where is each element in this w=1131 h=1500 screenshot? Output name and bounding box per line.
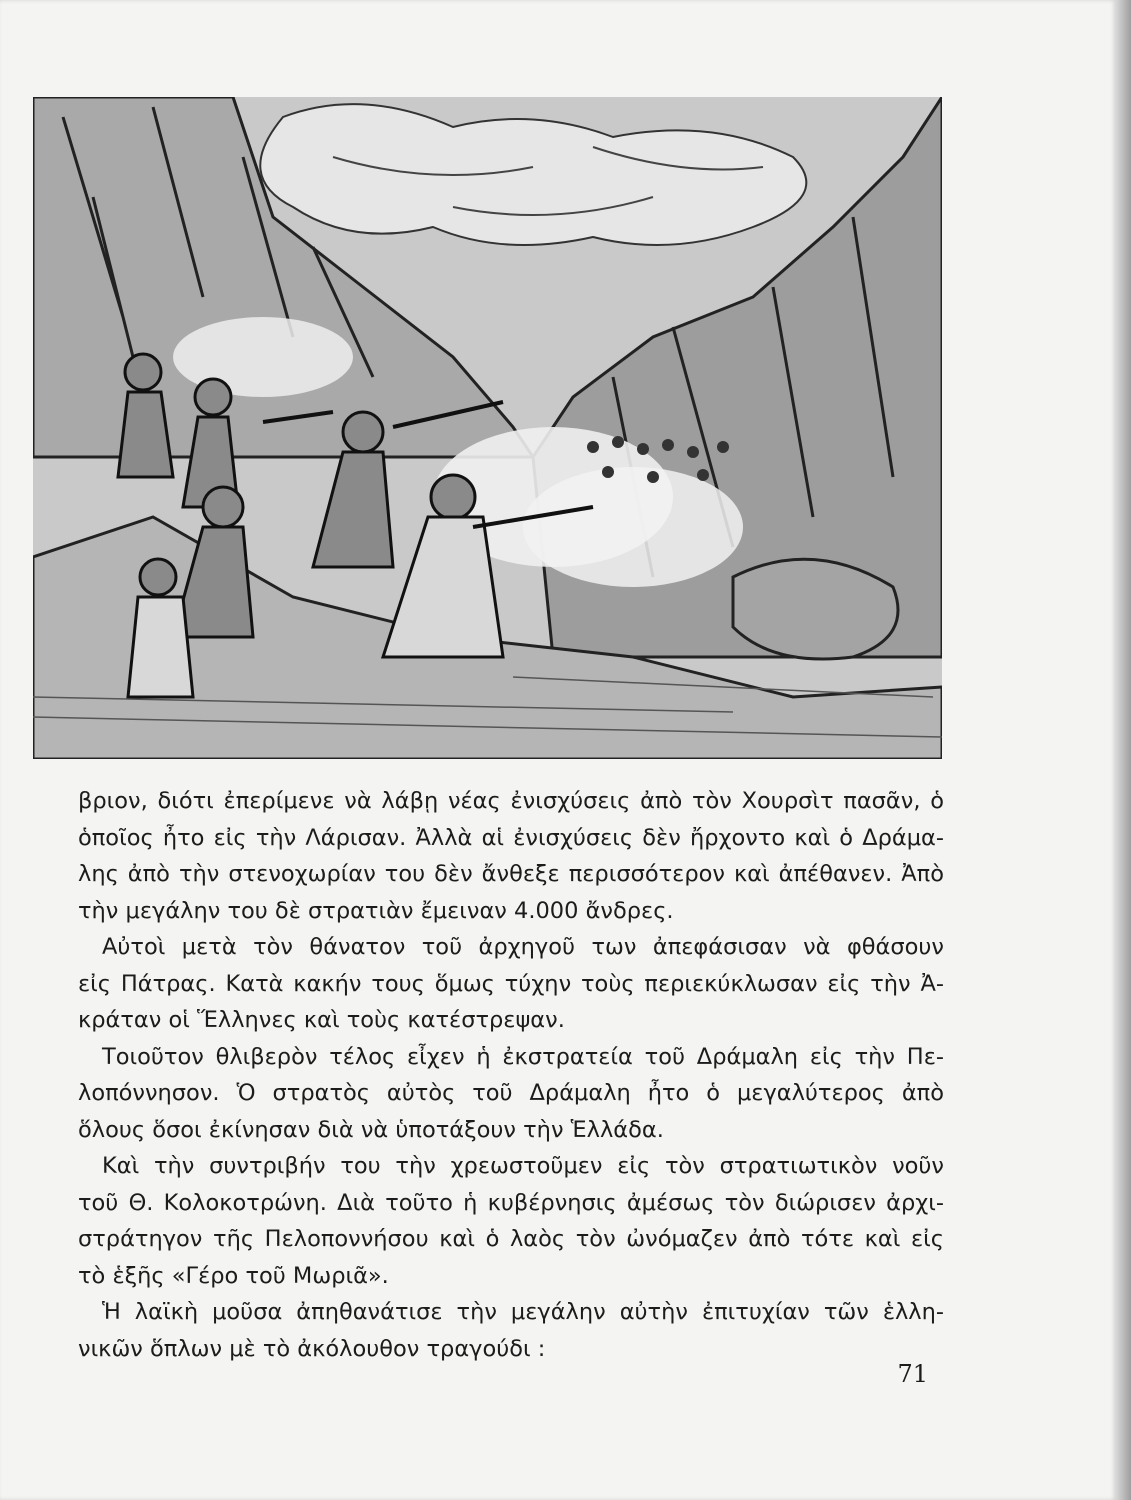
text-line: λης ἀπὸ τὴν στενοχωρίαν του δὲν ἄνθεξε περισσότερον καὶ ἀπέθανεν. Ἀπὸ [78,861,944,887]
body-text [78,783,944,1367]
text-line: ὅλους ὅσοι ἐκίνησαν διὰ νὰ ὑποτάξουν τὴν Ἑλλάδα. [78,1116,664,1143]
paragraph [78,1148,944,1294]
text-line: Ἡ λαϊκὴ μοῦσα ἀπηθανάτισε τὴν μεγάλην αὐτὴν ἐπιτυχίαν τῶν ἑλλη- [102,1299,944,1325]
text-line: Αὐτοὶ μετὰ τὸν θάνατον τοῦ ἀρχηγοῦ των ἀπεφάσισαν νὰ φθάσουν [102,934,944,960]
text-line: βριον, διότι ἐπερίμενε νὰ λάβῃ νέας ἐνισχύσεις ἀπὸ τὸν Χουρσὶτ πασᾶν, ὁ [78,788,944,814]
paragraph [78,783,944,929]
text-line: τοῦ Θ. Κολοκοτρώνη. Διὰ τοῦτο ἡ κυβέρνησις ἀμέσως τὸν διώρισεν ἀρχι- [78,1189,944,1216]
paragraph [78,1039,944,1149]
text-line: τὴν μεγάλην του δὲ στρατιὰν ἔμειναν 4.000 ἄνδρες. [78,897,674,924]
text-line: Καὶ τὴν συντριβήν του τὴν χρεωστοῦμεν εἰς τὸν στρατιωτικὸν νοῦν [102,1153,944,1179]
page-edge [1116,0,1131,1500]
battle-illustration [33,97,942,759]
paragraph [78,929,944,1039]
text-line: εἰς Πάτρας. Κατὰ κακήν τους ὅμως τύχην τοὺς περιεκύκλωσαν εἰς τὴν Ἀ- [78,970,944,997]
text-line: κράταν οἱ Ἕλληνες καὶ τοὺς κατέστρεψαν. [78,1007,565,1033]
page-number: 71 [897,1360,928,1388]
text-line: νικῶν ὅπλων μὲ τὸ ἀκόλουθον τραγούδι : [78,1335,546,1362]
text-line: λοπόννησον. Ὁ στρατὸς αὐτὸς τοῦ Δράμαλη ἦτο ὁ μεγαλύτερος ἀπὸ [78,1080,944,1106]
paragraph [78,1294,944,1367]
battle-scene-illustration-icon [33,97,942,759]
text-line: Τοιοῦτον θλιβερὸν τέλος εἶχεν ἡ ἐκστρατεία τοῦ Δράμαλη εἰς τὴν Πε- [102,1043,944,1070]
text-line: στράτηγον τῆς Πελοποννήσου καὶ ὁ λαὸς τὸν ὠνόμαζεν ἀπὸ τότε καὶ εἰς [78,1226,944,1252]
text-line: ὁποῖος ἦτο εἰς τὴν Λάρισαν. Ἀλλὰ αἱ ἐνισχύσεις δὲν ἤρχοντο καὶ ὁ Δράμα- [78,824,944,851]
text-line: τὸ ἑξῆς «Γέρο τοῦ Μωριᾶ». [78,1262,389,1289]
